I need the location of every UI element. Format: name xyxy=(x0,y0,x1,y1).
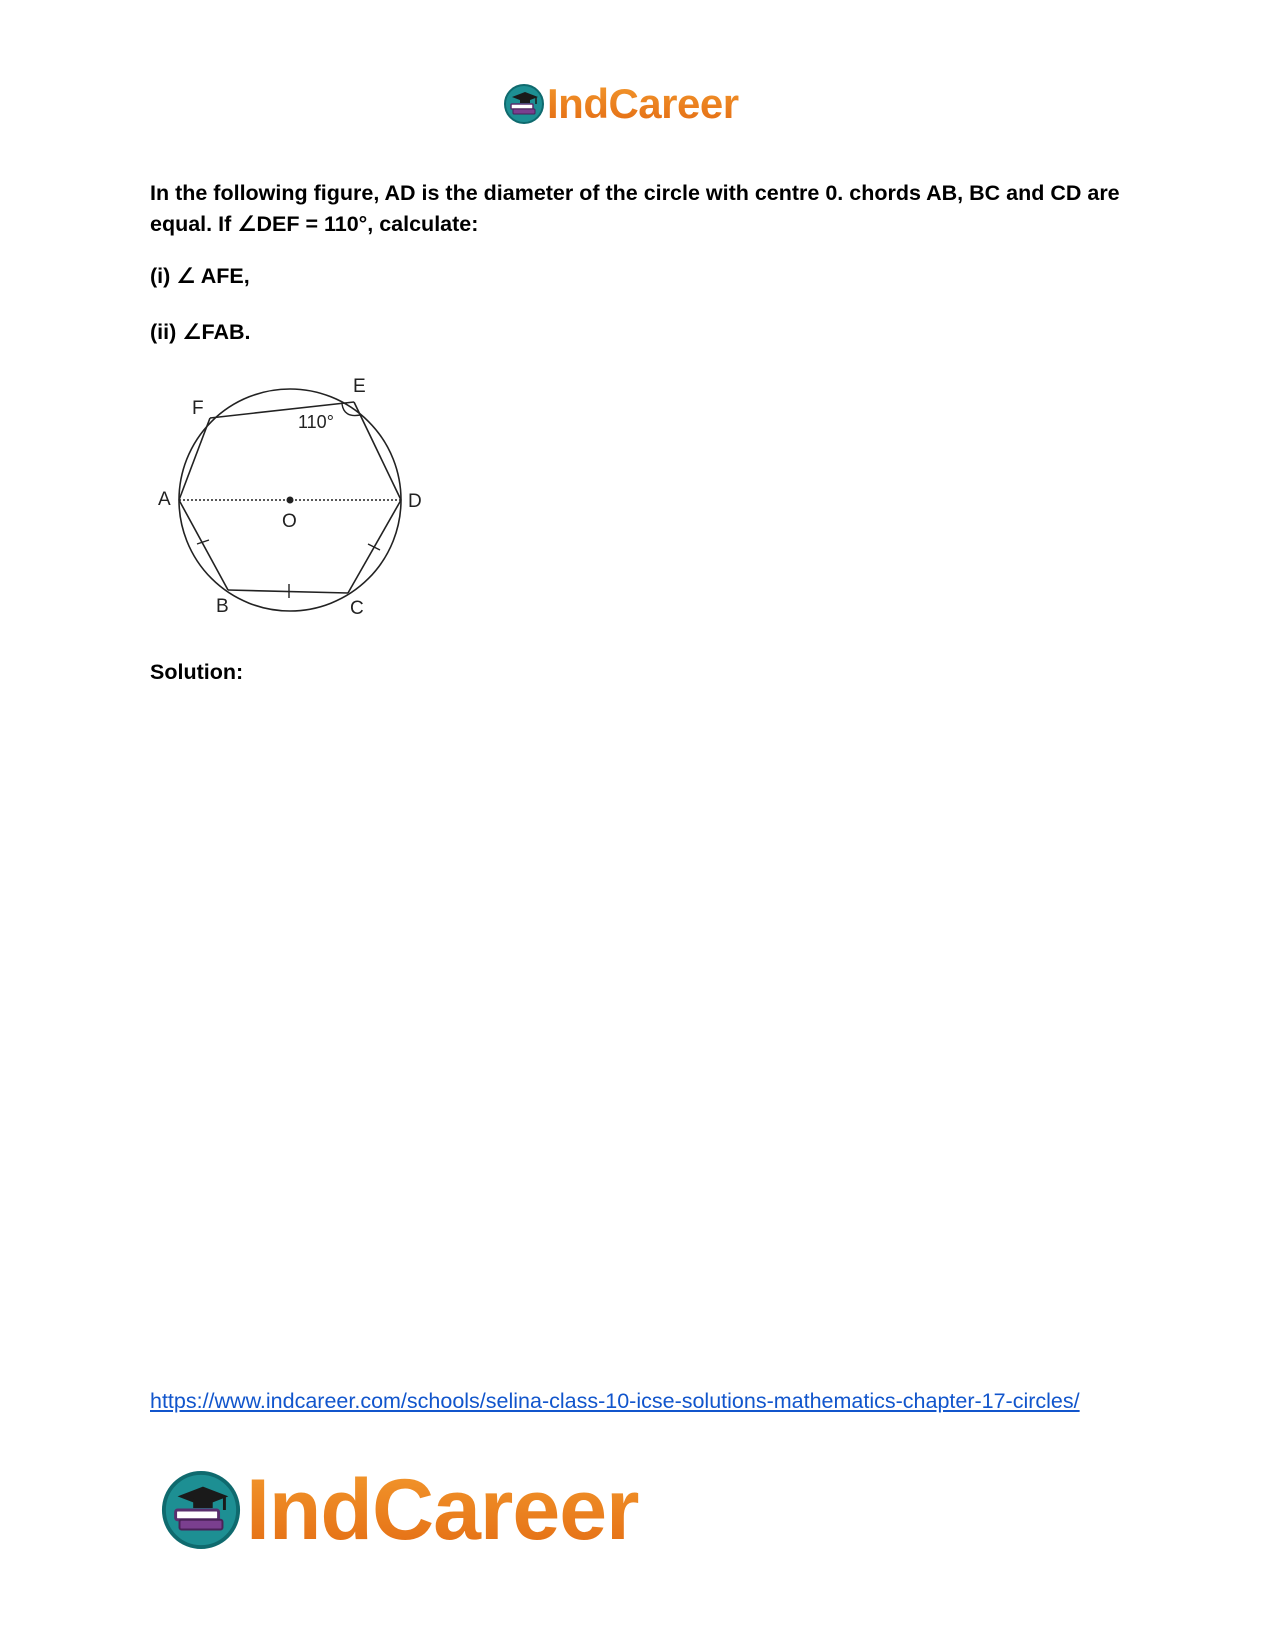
label-d: D xyxy=(408,491,422,512)
label-b: B xyxy=(216,596,229,617)
label-o: O xyxy=(282,511,297,532)
label-c: C xyxy=(350,598,364,619)
label-f: F xyxy=(192,398,204,419)
solution-heading: Solution: xyxy=(150,660,244,684)
graduation-cap-books-icon xyxy=(160,1469,242,1551)
source-url-link[interactable]: https://www.indcareer.com/schools/selina-class-10-icse-solutions-mathematics-chapter-17-circles/ xyxy=(150,1389,1080,1413)
question-part-2: (ii) ∠FAB. xyxy=(150,320,251,344)
header-logo-text: IndCareer xyxy=(547,80,739,127)
tick-cd xyxy=(368,544,380,550)
centre-point xyxy=(287,497,294,504)
header-logo xyxy=(503,80,739,128)
chord-af xyxy=(179,418,210,500)
chord-ba xyxy=(179,500,228,590)
label-a: A xyxy=(158,489,171,510)
question-part-1: (i) ∠ AFE, xyxy=(150,264,250,288)
angle-label: 110° xyxy=(298,412,334,432)
footer-logo-text: IndCareer xyxy=(246,1461,639,1558)
circle-figure xyxy=(150,372,440,632)
chord-cb xyxy=(228,590,348,593)
question-text: In the following figure, AD is the diameter of the circle with centre 0. chords AB, BC and CD are equal. If ∠DEF = 110°, calculate: xyxy=(150,181,1120,236)
chord-ed xyxy=(354,402,401,500)
label-e: E xyxy=(353,376,366,397)
footer-logo xyxy=(160,1461,639,1558)
graduation-cap-books-icon xyxy=(503,83,545,125)
